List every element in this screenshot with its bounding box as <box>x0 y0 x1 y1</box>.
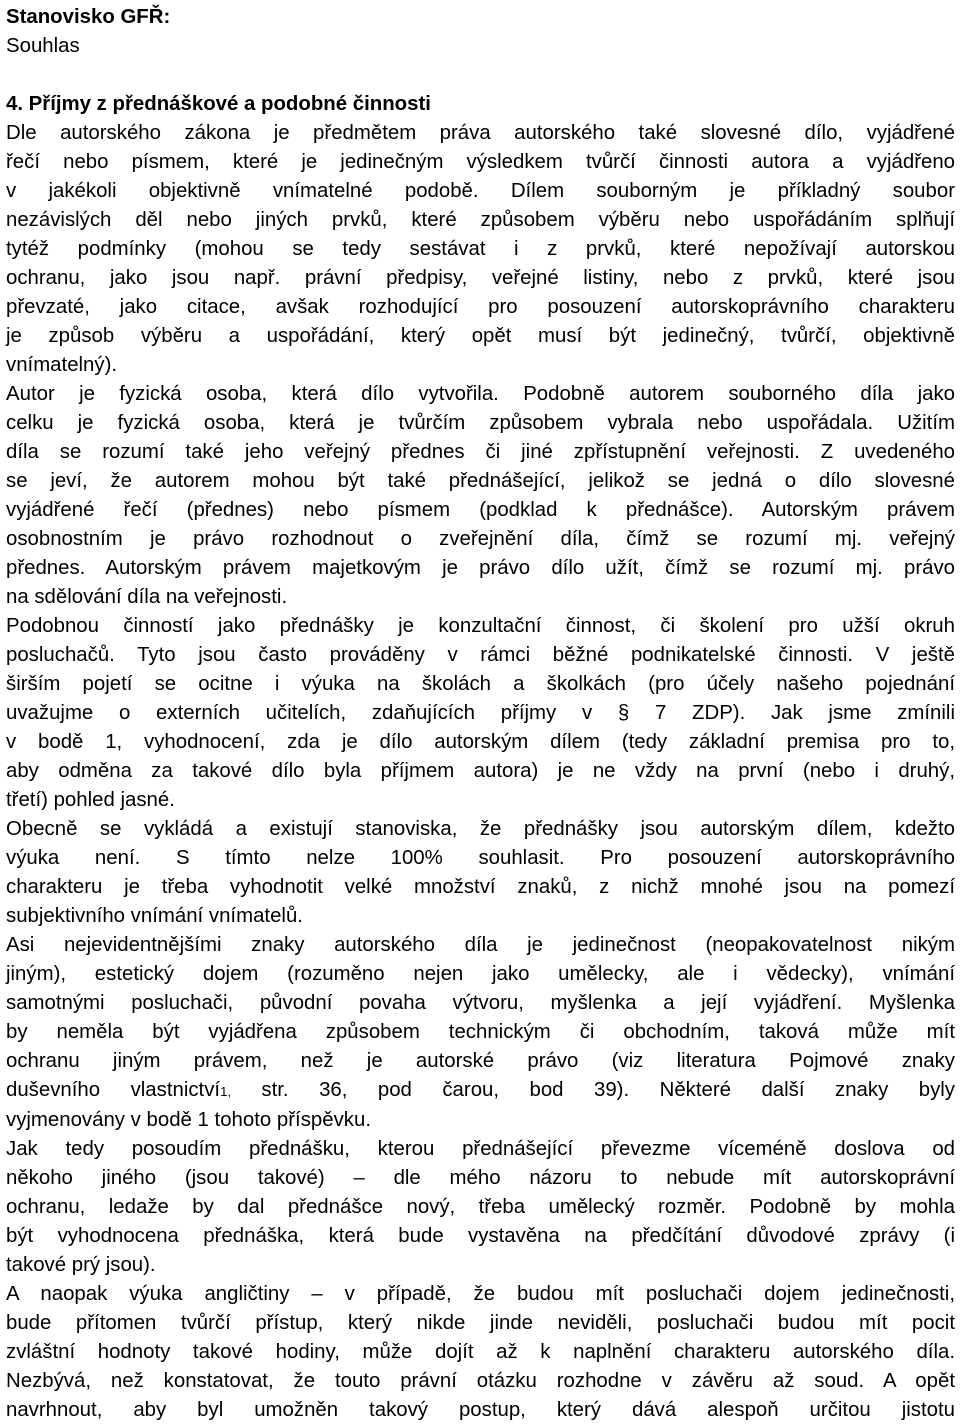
opinion-value: Souhlas <box>6 35 80 57</box>
text-line: celku je fyzická osoba, která je tvůrčím způsobem vybrala nebo uspořádala. Užitím <box>6 412 955 434</box>
section-title: 4. Příjmy z přednáškové a podobné činnosti <box>6 93 431 115</box>
text-line: jiným), estetický dojem (rozuměno nejen jako umělecky, ale i vědecky), vnímání <box>6 963 955 985</box>
text-line: takové prý jsou). <box>6 1254 156 1276</box>
paragraph-author <box>6 380 955 612</box>
text-line: Nezbývá, než konstatovat, že touto právní otázku rozhodne v závěru až soud. A opět <box>6 1370 955 1392</box>
text-line: být vyhodnocena přednáška, která bude vystavěna na předčítání důvodové zprávy (i <box>6 1225 955 1247</box>
paragraph-assessment <box>6 1135 955 1280</box>
text-line: samotnými posluchači, původní povaha výtvoru, myšlenka a její vyjádření. Myšlenka <box>6 992 955 1014</box>
text-line: charakteru je třeba vyhodnotit velké množství znaků, z nichž mnohé jsou na pomezí <box>6 876 955 898</box>
text-line: osobnostním je právo rozhodnout o zveřejnění díla, čímž se rozumí mj. veřejný <box>6 528 955 550</box>
text-line: posluchačů. Tyto jsou často prováděny v rámci běžné podnikatelské činnosti. V ještě <box>6 644 955 666</box>
text-line: je způsob výběru a uspořádání, který opět musí být jedinečný, tvůrčí, objektivně <box>6 325 955 347</box>
footnote-reference[interactable]: 1, <box>220 1084 231 1099</box>
text-line: subjektivního vnímání vnímatelů. <box>6 905 303 927</box>
text-line: na sdělování díla na veřejnosti. <box>6 586 288 608</box>
text-line: širším pojetí se ocitne i výuka na školách a školkách (pro účely našeho pojednání <box>6 673 955 695</box>
text-line: někoho jiného (jsou takové) – dle mého názoru to nebude mít autorskoprávní <box>6 1167 955 1189</box>
text-line: Autor je fyzická osoba, která dílo vytvořila. Podobně autorem souborného díla jako <box>6 383 955 405</box>
text-line: Jak tedy posoudím přednášku, kterou přednášející převezme víceméně doslova od <box>6 1138 955 1160</box>
text-line: aby odměna za takové dílo byla příjmem autora) je ne vždy na první (nebo i druhý, <box>6 760 955 782</box>
paragraph-lectures-vs-teaching <box>6 815 955 931</box>
document-page <box>6 3 955 1425</box>
paragraph-consulting <box>6 612 955 815</box>
text-line: přednes. Autorským právem majetkovým je právo dílo užít, čímž se rozumí mj. právo <box>6 557 955 579</box>
text-line-with-footnote <box>6 1076 955 1106</box>
text-line: ochranu, ledaže by dal přednášce nový, třeba umělecký rozměr. Podobně by mohla <box>6 1196 955 1218</box>
text-line: A naopak výuka angličtiny – v případě, že budou mít posluchači dojem jedinečnosti, <box>6 1283 955 1305</box>
text-fragment: duševního vlastnictví <box>6 1079 221 1101</box>
text-line: by neměla být vyjádřena způsobem technickým či obchodním, taková může mít <box>6 1021 955 1043</box>
text-line: bude přítomen tvůrčí přístup, který nikde jinde neviděli, posluchači budou mít pocit <box>6 1312 955 1334</box>
opinion-label: Stanovisko GFŘ: <box>6 6 171 28</box>
text-line: Asi nejevidentnějšími znaky autorského díla je jedinečnost (neopakovatelnost nikým <box>6 934 955 956</box>
text-line: v bodě 1, vyhodnocení, zda je dílo autorským dílem (tedy základní premisa pro to, <box>6 731 955 753</box>
text-line: tytéž podmínky (mohou se tedy sestávat i z prvků, které nepožívají autorskou <box>6 238 955 260</box>
text-line: Obecně se vykládá a existují stanoviska, že přednášky jsou autorským dílem, kdežto <box>6 818 955 840</box>
text-line: zvláštní hodnoty takové hodiny, může dojít až k naplnění charakteru autorského díla. <box>6 1341 955 1363</box>
text-line: ochranu, jako jsou např. právní předpisy, veřejné listiny, nebo z prvků, které jsou <box>6 267 955 289</box>
text-line: navrhnout, aby byl umožněn takový postup, který dává alespoň určitou jistotu <box>6 1399 955 1421</box>
text-line: Podobnou činností jako přednášky je konzultační činnost, či školení pro užší okruh <box>6 615 955 637</box>
paragraph-copyright-work <box>6 119 955 380</box>
paragraph-english-teaching <box>6 1280 955 1425</box>
text-line: v jakékoli objektivně vnímatelné podobě. Dílem souborným je příkladný soubor <box>6 180 955 202</box>
text-line: výuka není. S tímto nelze 100% souhlasit. Pro posouzení autorskoprávního <box>6 847 955 869</box>
paragraph-spacer <box>6 61 955 90</box>
text-line: ochranu jiným právem, než je autorské právo (viz literatura Pojmové znaky <box>6 1050 955 1072</box>
text-line: řečí nebo písmem, které je jedinečným výsledkem tvůrčí činnosti autora a vyjádřeno <box>6 151 955 173</box>
paragraph-features <box>6 931 955 1135</box>
text-line: vyjádřené řečí (přednes) nebo písmem (podklad k přednášce). Autorským právem <box>6 499 955 521</box>
text-fragment: str. 36, pod čarou, bod 39). Některé další znaky byly <box>261 1079 955 1101</box>
text-line: vyjmenovány v bodě 1 tohoto příspěvku. <box>6 1109 371 1131</box>
text-line: uvažujme o externích učitelích, zdaňujících příjmy v § 7 ZDP). Jak jsme zmínili <box>6 702 955 724</box>
text-line: se jeví, že autorem mohou být také přednášející, jelikož se jedná o dílo slovesné <box>6 470 955 492</box>
text-line: převzaté, jako citace, avšak rozhodující pro posouzení autorskoprávního charakteru <box>6 296 955 318</box>
text-line: nezávislých děl nebo jiných prvků, které způsobem výběru nebo uspořádáním splňují <box>6 209 955 231</box>
text-line: díla se rozumí také jeho veřejný přednes či jiné zpřístupnění veřejnosti. Z uvedeného <box>6 441 955 463</box>
text-line: třetí) pohled jasné. <box>6 789 175 811</box>
text-line: Dle autorského zákona je předmětem práva autorského také slovesné dílo, vyjádřené <box>6 122 955 144</box>
text-line: vnímatelný). <box>6 354 118 376</box>
